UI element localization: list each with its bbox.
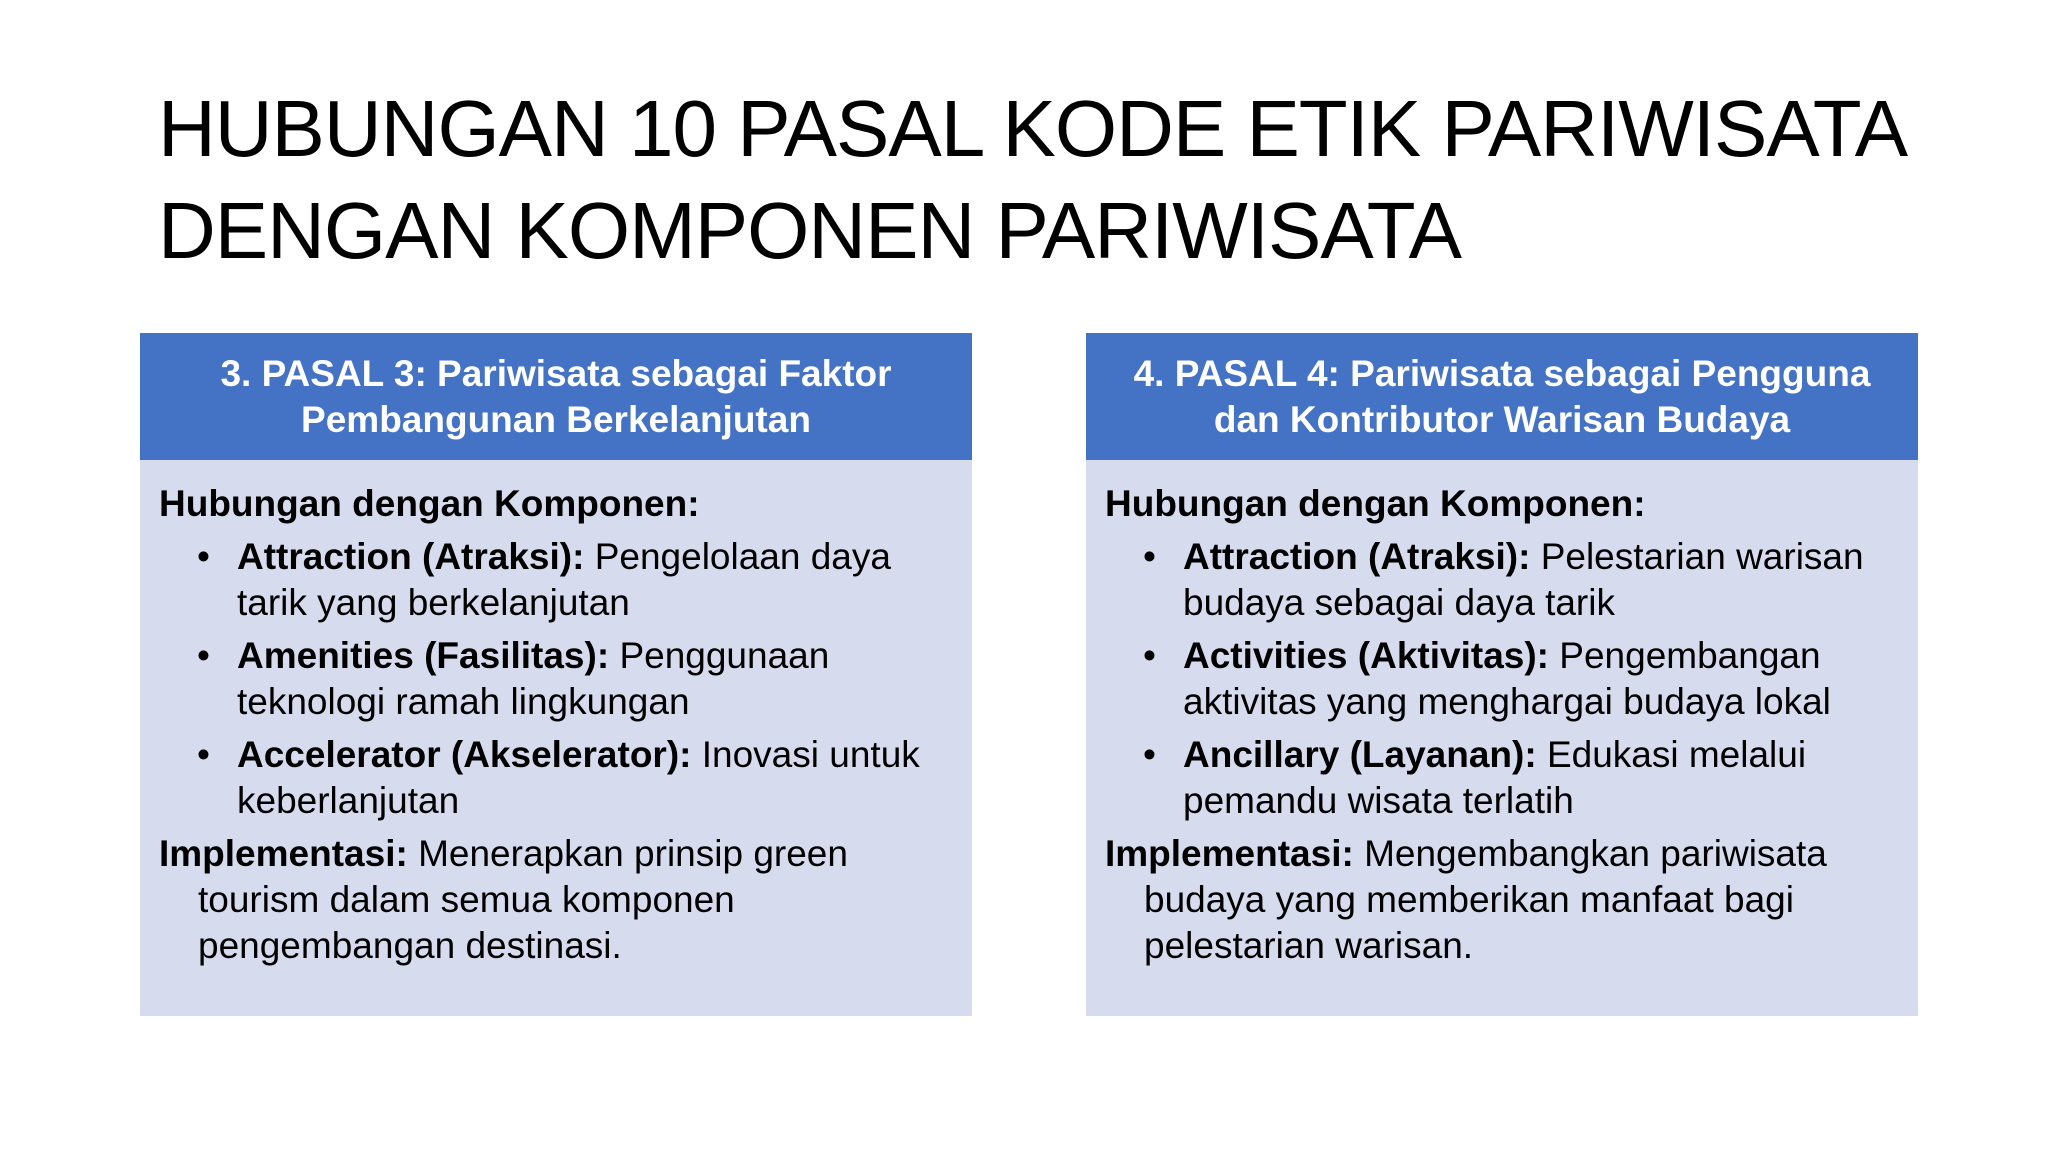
list-item: [1105, 633, 1900, 725]
slide-title-line-1: HUBUNGAN 10 PASAL KODE ETIK PARIWISATA: [158, 84, 1908, 173]
pasal-3-header-line-1: 3. PASAL 3: Pariwisata sebagai Faktor: [220, 352, 892, 394]
list-item: [1105, 732, 1900, 824]
pasal-4-header-line-2: dan Kontributor Warisan Budaya: [1213, 398, 1791, 440]
component-name: Amenities (Fasilitas):: [237, 635, 610, 676]
bullet-icon: •: [1143, 734, 1156, 775]
component-desc: Pelestarian warisan budaya sebagai daya tarik: [1183, 536, 1864, 623]
relation-heading: Hubungan dengan Komponen:: [1105, 483, 1646, 524]
bullet-icon: •: [197, 635, 210, 676]
implementation-label: Implementasi:: [159, 833, 408, 874]
slide-title-line-2: DENGAN KOMPONEN PARIWISATA: [158, 186, 1462, 275]
bullet-icon: •: [1143, 635, 1156, 676]
relation-heading: Hubungan dengan Komponen:: [159, 483, 700, 524]
slide-title: [158, 78, 1958, 282]
pasal-3-box: [140, 333, 972, 1016]
pasal-4-box: [1086, 333, 1918, 1016]
component-desc: Pengembangan aktivitas yang menghargai budaya lokal: [1183, 635, 1831, 722]
list-item: [159, 732, 954, 824]
pasal-3-header: [140, 333, 972, 460]
component-list: [159, 534, 954, 824]
list-item: [159, 534, 954, 626]
component-desc: Edukasi melalui pemandu wisata terlatih: [1183, 734, 1807, 821]
implementation-desc: Mengembangkan pariwisata budaya yang memberikan manfaat bagi pelestarian warisan.: [1144, 833, 1827, 966]
bullet-icon: •: [197, 536, 210, 577]
implementation-label: Implementasi:: [1105, 833, 1354, 874]
list-item: [1105, 534, 1900, 626]
component-name: Activities (Aktivitas):: [1183, 635, 1549, 676]
bullet-icon: •: [1143, 536, 1156, 577]
list-item: [159, 633, 954, 725]
pasal-3-body: [140, 460, 972, 969]
implementation-text: [1105, 831, 1900, 969]
pasal-3-header-line-2: Pembangunan Berkelanjutan: [301, 398, 811, 440]
component-name: Ancillary (Layanan):: [1183, 734, 1537, 775]
component-desc: Penggunaan teknologi ramah lingkungan: [237, 635, 830, 722]
implementation-text: [159, 831, 954, 969]
component-desc: Pengelolaan daya tarik yang berkelanjutan: [237, 536, 891, 623]
pasal-4-header-line-1: 4. PASAL 4: Pariwisata sebagai Pengguna: [1133, 352, 1871, 394]
component-desc: Inovasi untuk keberlanjutan: [237, 734, 920, 821]
pasal-4-body: [1086, 460, 1918, 969]
component-name: Accelerator (Akselerator):: [237, 734, 692, 775]
pasal-4-header: [1086, 333, 1918, 460]
implementation-desc: Menerapkan prinsip green tourism dalam semua komponen pengembangan destinasi.: [198, 833, 848, 966]
component-name: Attraction (Atraksi):: [1183, 536, 1531, 577]
component-list: [1105, 534, 1900, 824]
component-name: Attraction (Atraksi):: [237, 536, 585, 577]
bullet-icon: •: [197, 734, 210, 775]
